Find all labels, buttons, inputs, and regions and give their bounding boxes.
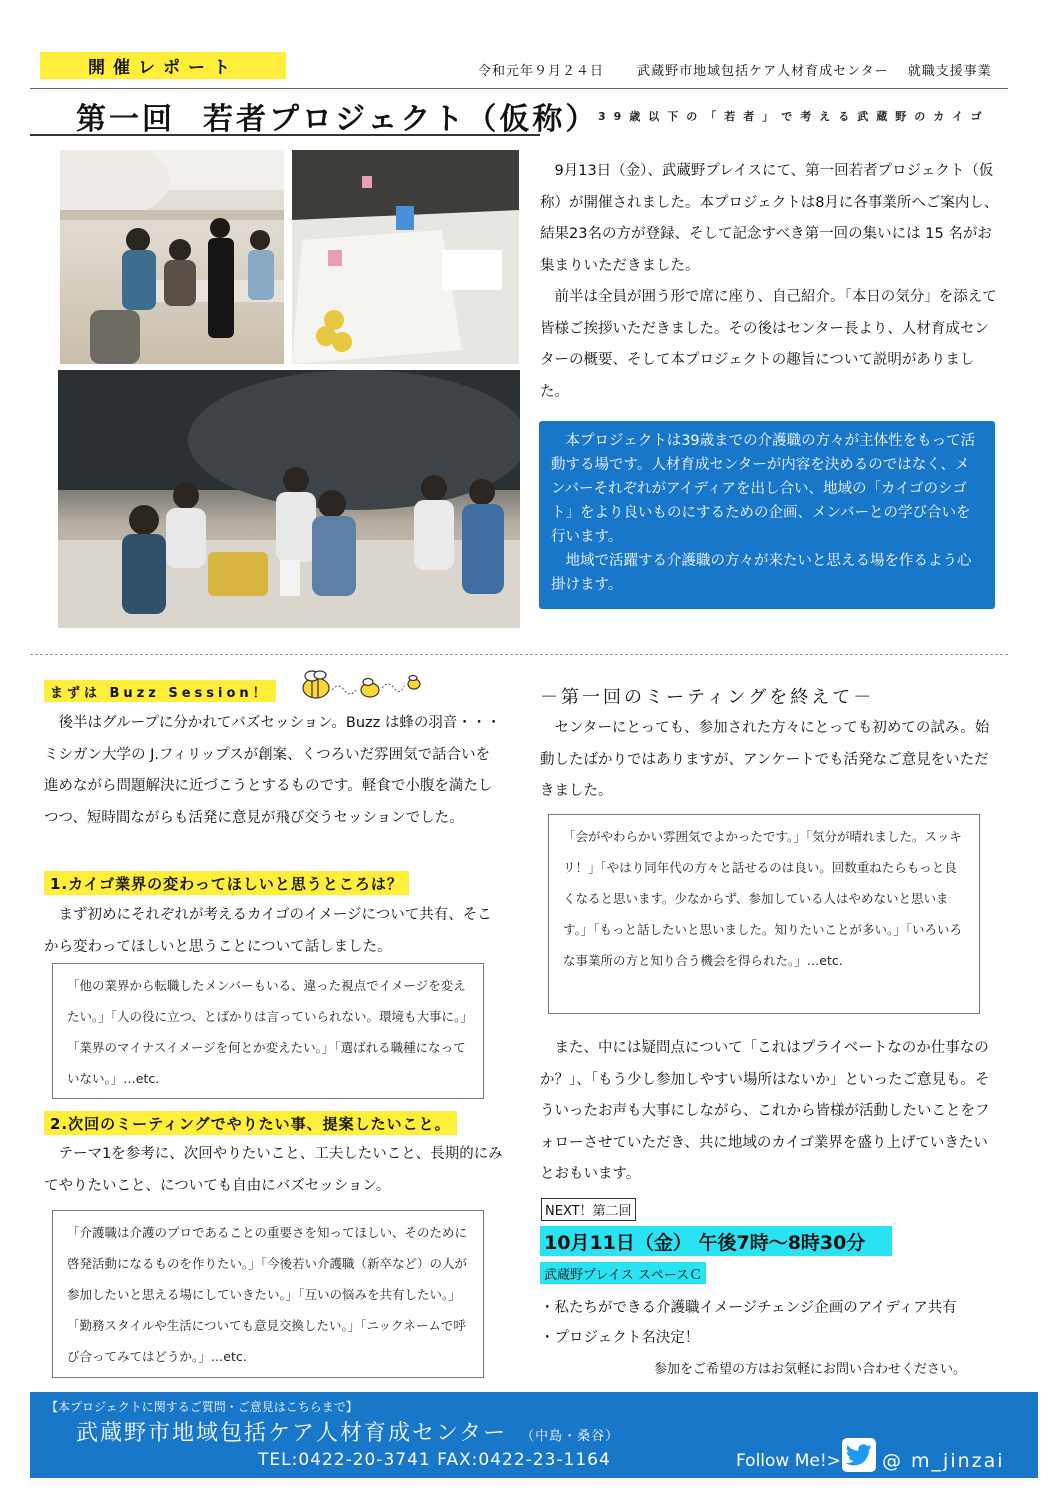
next-agenda (540, 1293, 957, 1353)
title-main: 第一回 (76, 102, 175, 137)
follow-label: Follow Me!> (736, 1451, 841, 1471)
contact-note: 参加をご希望の方はお気軽にお問い合わせください。 (654, 1362, 967, 1377)
header-rule (30, 88, 1008, 89)
section-1-paragraph: まず初めにそれぞれが考えるカイゴのイメージについて共有、そこから変わってほしいと思うことについて話しました。 (44, 907, 492, 955)
project-description-box (539, 421, 995, 609)
section-2-paragraph: テーマ1を参考に、次回やりたいこと、工夫したいこと、長期的にみてやりたいこと、についても自由にバズセッション。 (44, 1146, 503, 1194)
section-1-heading: 1.カイゴ業界の変わってほしいと思うところは？ (44, 871, 409, 895)
survey-quote-box: 「会がやわらかい雰囲気でよかったです。」「気分が晴れました。スッキリ！」「やはり同年代の方々と話せるのは良い。回数重ねたらもっと良くなると思います。少なからず、参加している人はやめないと思います。」「もっと話したいと思いました。知りたいことが多い。」「いろいろな事業所の方と知り合う機会を得られた。」…etc. (548, 814, 980, 1014)
title-sub: 若者プロジェクト（仮称） (203, 102, 599, 137)
intro-text (540, 156, 1002, 408)
twitter-handle[interactable]: @ m_jinzai (882, 1450, 1005, 1472)
meeting-heading: －第一回のミーティングを終えて－ (540, 687, 875, 708)
bee-icon (286, 668, 432, 702)
footer-org-name: 武蔵野市地域包括ケア人材育成センター (76, 1421, 508, 1446)
intro-paragraph-2: 前半は全員が囲う形で席に座り、自己紹介。「本日の気分」を添えて皆様ご挨拶いただきました。その後はセンター長より、人材育成センターの概要、そして本プロジェクトの趣旨について説明がありました。 (540, 289, 997, 400)
event-photo-1 (60, 150, 284, 364)
photo-1-scene (60, 150, 284, 364)
buzz-heading: まずは Buzz Session！ (44, 680, 276, 702)
section-2-body (44, 1139, 504, 1202)
report-badge: 開催レポート (40, 52, 286, 79)
meeting-after-body (540, 1033, 1002, 1191)
tagline: 39歳以下の「若者」で考える武蔵野のカイゴ (598, 110, 990, 123)
section-divider (30, 654, 1008, 655)
next-place: 武蔵野プレイス スペースＣ (540, 1262, 706, 1284)
title-underline (30, 134, 540, 136)
event-photo-2 (292, 150, 519, 364)
description-paragraph-2: 地域で活躍する介護職の方々が来たいと思える場を作るよう心掛けます。 (551, 553, 972, 593)
header-org: 武蔵野市地域包括ケア人材育成センター (637, 64, 889, 79)
header-meta (478, 60, 992, 79)
footer-org-staff: （中島・桑谷） (521, 1429, 620, 1444)
event-photo-3 (58, 370, 520, 628)
section-1-quote-box: 「他の業界から転職したメンバーもいる、違った視点でイメージを変えたい。」「人の役に立つ、とばかりは言っていられない。環境も大事に。」「業界のマイナスイメージを何とか変えたい。」「選ばれる職種になっていない。」…etc. (52, 963, 484, 1099)
footer (30, 1392, 1038, 1478)
footer-note: 【本プロジェクトに関するご質問・ご意見はこちらまで】 (46, 1400, 358, 1414)
twitter-bird-icon (846, 1444, 872, 1466)
twitter-icon[interactable] (842, 1438, 876, 1472)
agenda-item: ・プロジェクト名決定！ (540, 1330, 700, 1346)
next-label: NEXT！第二回 (541, 1198, 636, 1221)
footer-contact-numbers: TEL:0422-20-3741 FAX:0422-23-1164 (258, 1450, 611, 1470)
footer-org (76, 1416, 619, 1447)
page-title (76, 94, 598, 138)
header-program: 就職支援事業 (907, 64, 992, 79)
buzz-paragraph: 後半はグループに分かれてバズセッション。Buzz は蜂の羽音・・・ミシガン大学の J.フィリップスが創案、くつろいだ雰囲気で話合いを進めながら問題解決に近づこうとするものです。軽食で小腹を満たしつつ、短時間ながらも活発に意見が飛び交うセッションでした。 (44, 715, 501, 826)
next-date: 10月11日（金） 午後7時～8時30分 (540, 1226, 892, 1256)
meeting-body (540, 713, 1002, 808)
meeting-after-paragraph: また、中には疑問点について「これはプライベートなのか仕事なのか？」、「もう少し参加しやすい場所はないか」といったご意見も。そういったお声も大事にしながら、これから皆様が活動したいことをフォローさせていただき、共に地域のカイゴ業界を盛り上げていきたいとおもいます。 (540, 1040, 990, 1182)
agenda-item: ・私たちができる介護職イメージチェンジ企画のアイディア共有 (540, 1300, 957, 1316)
photo-3-scene (58, 370, 520, 628)
description-paragraph-1: 本プロジェクトは39歳までの介護職の方々が主体性をもって活動する場です。人材育成センターが内容を決めるのではなく、メンバーそれぞれがアイディアを出し合い、地域の「カイゴのシゴト」をより良いものにするための企画、メンバーとの学び合いを行います。 (551, 433, 976, 545)
meeting-paragraph: センターにとっても、参加された方々にとっても初めての試み。始動したばかりではありますが、アンケートでも活発なご意見をいただきました。 (540, 720, 990, 799)
section-2-heading: 2.次回のミーティングでやりたい事、提案したいこと。 (44, 1111, 457, 1135)
buzz-body (44, 708, 504, 834)
photo-2-scene (292, 150, 519, 364)
issue-date: 令和元年９月２４日 (478, 64, 605, 79)
bee-illustration (286, 668, 432, 702)
section-1-body (44, 900, 504, 963)
intro-paragraph-1: 9月13日（金）、武蔵野プレイスにて、第一回若者プロジェクト（仮称）が開催されました。本プロジェクトは8月に各事業所へご案内し、結果23名の方が登録、そして記念すべき第一回の集いには 15 名がお集まりいただきました。 (540, 163, 999, 274)
section-2-quote-box: 「介護職は介護のプロであることの重要さを知ってほしい、そのために啓発活動になるものを作りたい。」「今後若い介護職（新卒など）の人が参加したいと思える場にしていきたい。」「互いの悩みを共有したい。」「勤務スタイルや生活についても意見交換したい。」「ニックネームで呼び合ってみてはどうか。」…etc. (52, 1210, 484, 1378)
